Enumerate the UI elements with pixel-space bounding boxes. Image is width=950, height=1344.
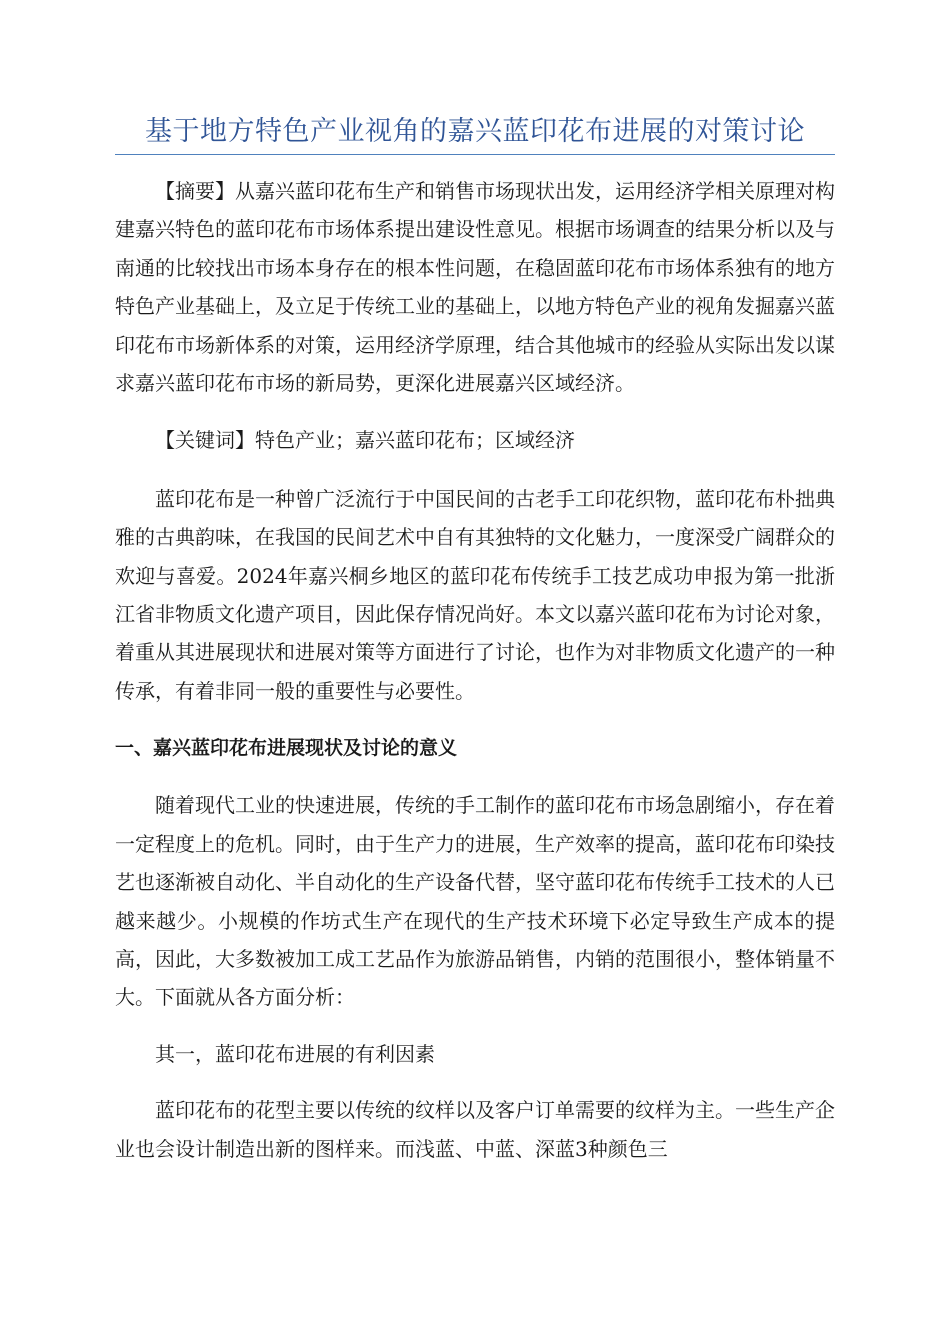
document-title: 基于地方特色产业视角的嘉兴蓝印花布进展的对策讨论 — [145, 116, 805, 147]
title-underline — [115, 154, 835, 155]
section-paragraph: 随着现代工业的快速进展，传统的手工制作的蓝印花布市场急剧缩小，存在着一定程度上的危机。同时，由于生产力的进展，生产效率的提高，蓝印花布印染技艺也逐渐被自动化、半自动化的生产设备代替，坚守蓝印花布传统手工技术的人已越来越少。小规模的作坊式生产在现代的生产技术环境下必定导致生产成本的提高，因此，大多数被加工成工艺品作为旅游品销售，内销的范围很小，整体销量不大。下面就从各方面分析： — [115, 793, 835, 1010]
intro-paragraph: 蓝印花布是一种曾广泛流行于中国民间的古老手工印花织物，蓝印花布朴拙典雅的古典韵味，在我国的民间艺术中自有其独特的文化魅力，一度深受广阔群众的欢迎与喜爱。2024年嘉兴桐乡地区的蓝印花布传统手工技艺成功申报为第一批浙江省非物质文化遗产项目，因此保存情况尚好。本文以嘉兴蓝印花布为讨论对象，着重从其进展现状和进展对策等方面进行了讨论，也作为对非物质文化遗产的一种传承，有着非同一般的重要性与必要性。 — [115, 486, 835, 703]
document-body — [115, 172, 835, 1168]
abstract-paragraph: 【摘要】从嘉兴蓝印花布生产和销售市场现状出发，运用经济学相关原理对构建嘉兴特色的蓝印花布市场体系提出建设性意见。根据市场调查的结果分析以及与南通的比较找出市场本身存在的根本性问题，在稳固蓝印花布市场体系独有的地方特色产业基础上，及立足于传统工业的基础上，以地方特色产业的视角发掘嘉兴蓝印花布市场新体系的对策，运用经济学原理，结合其他城市的经验从实际出发以谋求嘉兴蓝印花布市场的新局势，更深化进展嘉兴区域经济。 — [115, 179, 835, 396]
subheading: 其一，蓝印花布进展的有利因素 — [155, 1041, 435, 1066]
section-heading: 一、嘉兴蓝印花布进展现状及讨论的意义 — [115, 737, 458, 760]
title-block — [115, 110, 835, 155]
keywords-paragraph: 【关键词】特色产业；嘉兴蓝印花布；区域经济 — [155, 428, 575, 453]
subheading-paragraph: 蓝印花布的花型主要以传统的纹样以及客户订单需要的纹样为主。一些生产企业也会设计制造出新的图样来。而浅蓝、中蓝、深蓝3种颜色三 — [115, 1098, 835, 1161]
